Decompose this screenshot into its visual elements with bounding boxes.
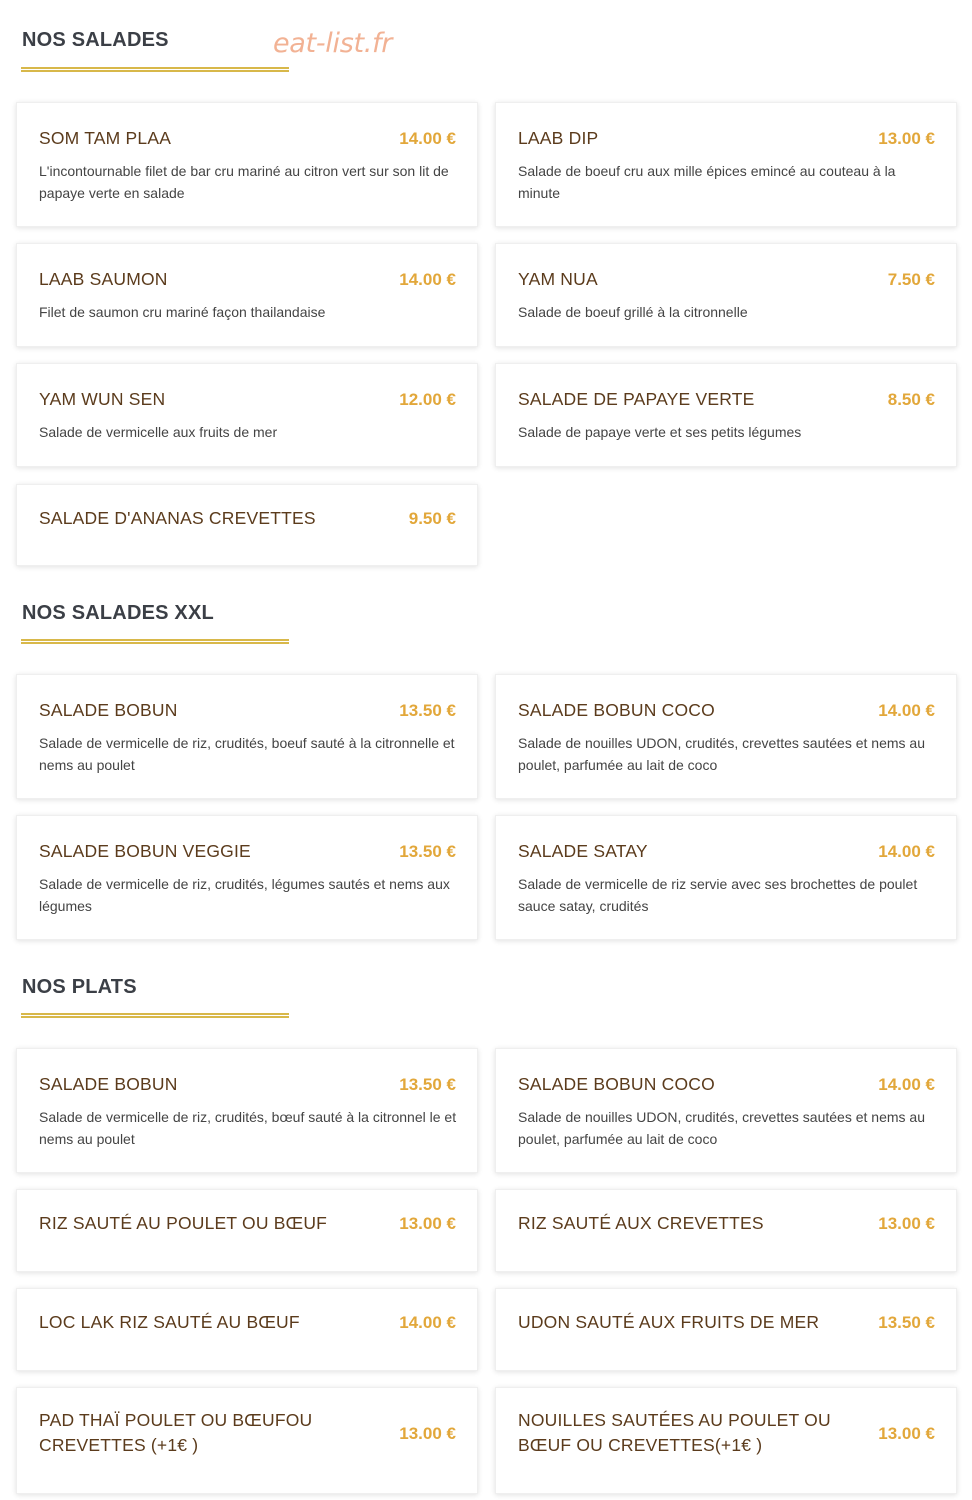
item-name: SALADE BOBUN	[39, 700, 178, 720]
item-price: 14.00 €	[878, 1075, 935, 1094]
section-title-salades-xxl: NOS SALADES XXL	[22, 602, 214, 624]
menu-item-card[interactable]	[16, 1048, 478, 1173]
item-name: RIZ SAUTÉ AUX CREVETTES	[518, 1213, 764, 1233]
item-price: 12.00 €	[399, 390, 456, 409]
item-description: Salade de boeuf grillé à la citronnelle	[518, 304, 748, 320]
item-price: 14.00 €	[878, 701, 935, 720]
item-price: 13.50 €	[399, 701, 456, 720]
item-description: Salade de vermicelle de riz, crudités, bœuf sauté à la citronnel le et nems au poulet	[39, 1109, 457, 1147]
item-price: 14.00 €	[399, 270, 456, 289]
menu-item-card[interactable]	[495, 1048, 957, 1173]
section-title-plats: NOS PLATS	[22, 976, 137, 998]
item-price: 13.50 €	[399, 1075, 456, 1094]
item-name: LAAB DIP	[518, 128, 599, 148]
menu-item-card[interactable]	[16, 815, 478, 940]
item-name: LAAB SAUMON	[39, 269, 168, 289]
item-price: 13.00 €	[399, 1214, 456, 1233]
menu-item-card[interactable]	[16, 674, 478, 799]
item-name: YAM WUN SEN	[39, 389, 166, 409]
menu-item-card[interactable]	[495, 815, 957, 940]
menu-item-card[interactable]	[16, 363, 478, 467]
item-description: Salade de papaye verte et ses petits légumes	[518, 424, 802, 440]
menu-item-card[interactable]	[16, 1189, 478, 1272]
menu-item-card[interactable]	[16, 1288, 478, 1371]
section-title-salades: NOS SALADES	[22, 29, 169, 51]
item-price: 13.50 €	[878, 1313, 935, 1332]
item-price: 7.50 €	[887, 270, 935, 289]
item-price: 13.00 €	[878, 129, 935, 148]
menu-item-card[interactable]	[495, 363, 957, 467]
item-name: YAM NUA	[518, 269, 598, 289]
item-name: SOM TAM PLAA	[39, 128, 172, 148]
menu-item-card[interactable]	[495, 102, 957, 227]
section-underline	[21, 639, 289, 644]
item-name: NOUILLES SAUTÉES AU POULET OU BŒUF OU CREVETTES(+1€ )	[518, 1410, 831, 1455]
menu-item-card[interactable]	[495, 1387, 957, 1494]
item-name: PAD THAÏ POULET OU BŒUFOU CREVETTES (+1€ )	[39, 1410, 313, 1455]
item-price: 13.50 €	[399, 842, 456, 861]
item-price: 8.50 €	[887, 390, 935, 409]
item-name: RIZ SAUTÉ AU POULET OU BŒUF	[39, 1213, 328, 1233]
item-name: SALADE BOBUN VEGGIE	[39, 841, 251, 861]
item-name: SALADE BOBUN COCO	[518, 1074, 715, 1094]
item-description: L'incontournable filet de bar cru mariné au citron vert sur son lit de papaye verte en salade	[39, 163, 449, 201]
item-price: 13.00 €	[399, 1424, 456, 1443]
item-price: 9.50 €	[408, 509, 456, 528]
menu-item-card[interactable]	[495, 1189, 957, 1272]
section-underline	[21, 67, 289, 72]
item-price: 14.00 €	[878, 842, 935, 861]
item-description: Salade de boeuf cru aux mille épices emincé au couteau à la minute	[518, 163, 896, 201]
menu-item-card[interactable]	[16, 484, 478, 566]
watermark-logo: eat-list.fr	[273, 28, 393, 59]
menu-item-card[interactable]	[495, 1288, 957, 1371]
item-price: 13.00 €	[878, 1214, 935, 1233]
item-name: SALADE BOBUN	[39, 1074, 178, 1094]
menu-item-card[interactable]	[16, 243, 478, 347]
item-name: LOC LAK RIZ SAUTÉ AU BŒUF	[39, 1312, 300, 1332]
item-price: 14.00 €	[399, 129, 456, 148]
item-description: Salade de vermicelle de riz, crudités, boeuf sauté à la citronnelle et nems au poulet	[39, 735, 455, 773]
item-name: SALADE D'ANANAS CREVETTES	[39, 508, 316, 528]
item-name: UDON SAUTÉ AUX FRUITS DE MER	[518, 1312, 820, 1332]
item-description: Filet de saumon cru mariné façon thailandaise	[39, 304, 326, 320]
item-name: SALADE DE PAPAYE VERTE	[518, 389, 755, 409]
item-description: Salade de vermicelle de riz, crudités, légumes sautés et nems aux légumes	[39, 876, 450, 914]
menu-item-card[interactable]	[495, 674, 957, 799]
item-description: Salade de vermicelle aux fruits de mer	[39, 424, 278, 440]
item-price: 14.00 €	[399, 1313, 456, 1332]
section-underline	[21, 1013, 289, 1018]
item-price: 13.00 €	[878, 1424, 935, 1443]
menu-item-card[interactable]	[16, 102, 478, 227]
menu-item-card[interactable]	[495, 243, 957, 347]
item-name: SALADE SATAY	[518, 841, 648, 861]
item-name: SALADE BOBUN COCO	[518, 700, 715, 720]
item-description: Salade de nouilles UDON, crudités, crevettes sautées et nems au poulet, parfumée au lait de coco	[518, 1109, 925, 1147]
item-description: Salade de nouilles UDON, crudités, crevettes sautées et nems au poulet, parfumée au lait de coco	[518, 735, 925, 773]
menu-item-card[interactable]	[16, 1387, 478, 1494]
item-description: Salade de vermicelle de riz servie avec ses brochettes de poulet sauce satay, crudités	[518, 876, 918, 914]
